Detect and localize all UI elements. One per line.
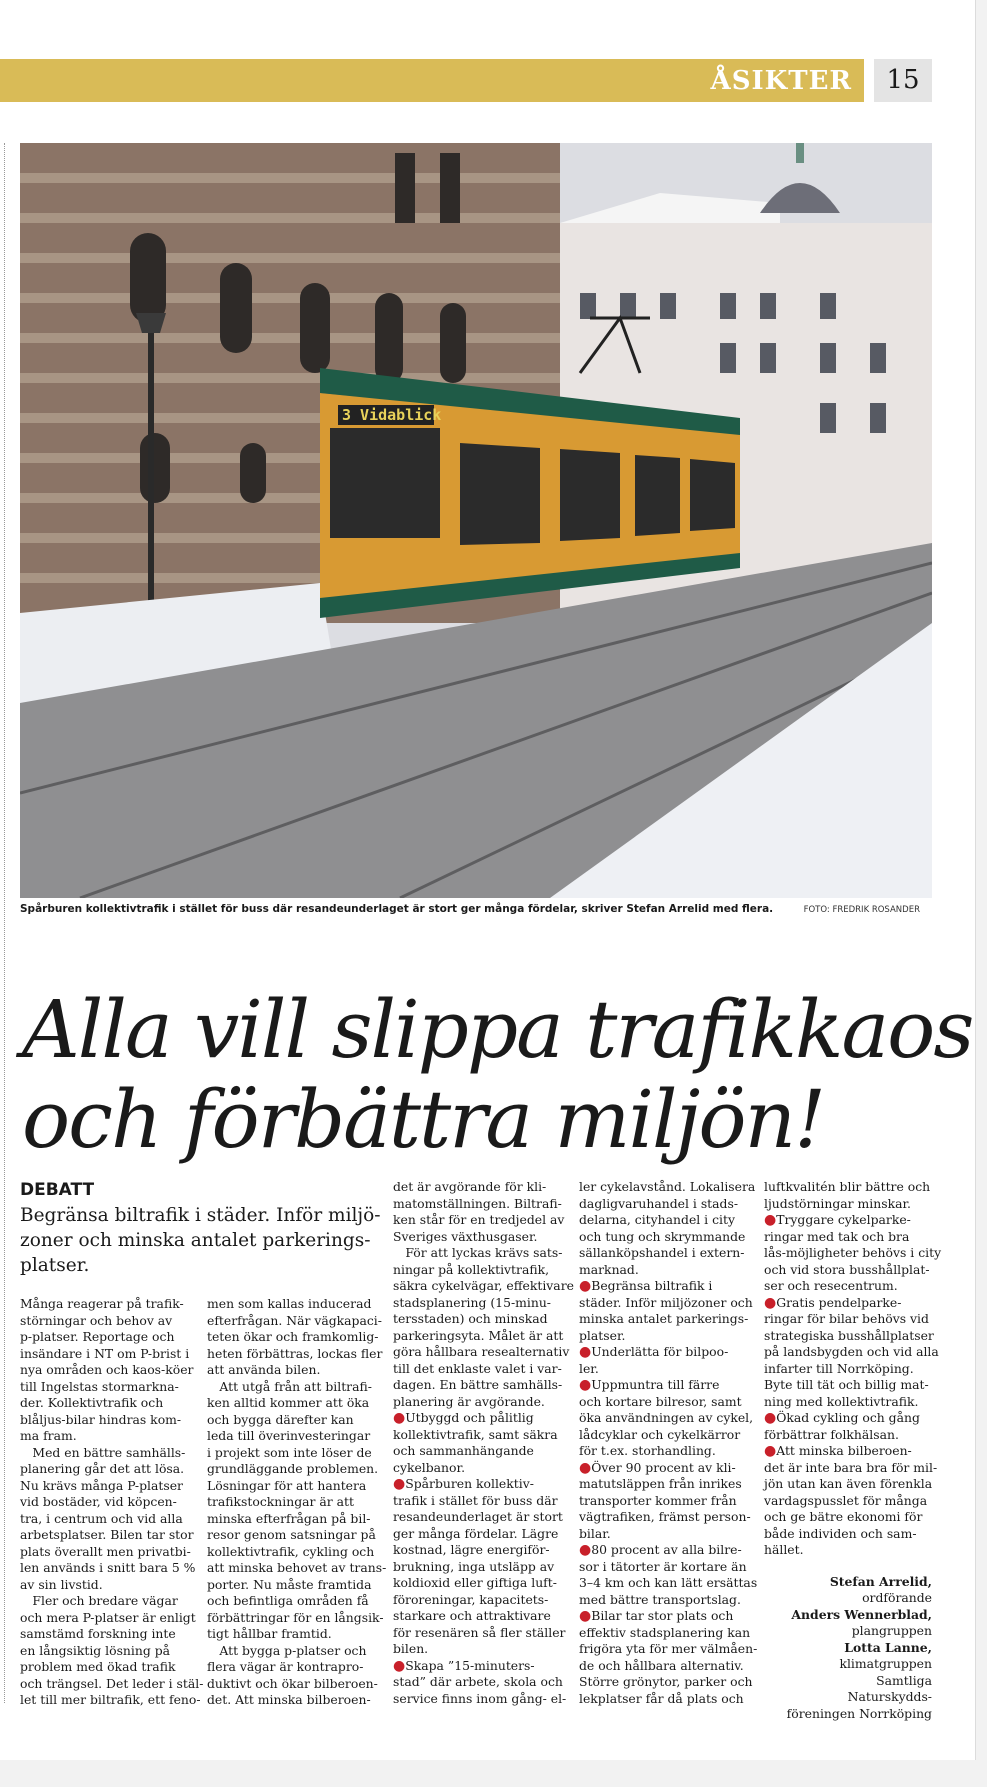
article-line: platser. <box>579 1327 626 1343</box>
deck <box>20 1203 380 1278</box>
article-column-3 <box>393 1179 574 1707</box>
bullet-dot-icon: ● <box>764 1443 777 1459</box>
article-line: effektiv stadsplanering kan <box>579 1624 751 1640</box>
article-line: stad” där arbete, skola och <box>393 1674 563 1689</box>
bullet-dot-icon: ● <box>393 1657 406 1674</box>
article-line: ●Gratis pendelparke- <box>764 1294 902 1311</box>
article-line: ●80 procent av alla bilre- <box>579 1542 742 1558</box>
photo-caption: Spårburen kollektivtrafik i stället för buss där resandeunderlaget är stort ger många fördelar, skriver Stefan Arrelid med flera. <box>20 903 774 915</box>
article-line: kollektivtrafik, cykling och <box>207 1543 375 1559</box>
headline-line: och förbättra miljön! <box>22 1073 825 1166</box>
article-line: och vid stora busshållplat- <box>764 1261 930 1277</box>
tram-destination-sign: 3 Vidablick <box>342 406 442 424</box>
article-line: en långsiktig lösning på <box>20 1642 171 1658</box>
article-line: kollektivtrafik, samt säkra <box>393 1426 558 1442</box>
article-line: med bättre transportslag. <box>579 1591 741 1607</box>
tram-illustration <box>20 143 932 898</box>
signature-line: Stefan Arrelid, <box>829 1573 932 1589</box>
bullet-dot-icon: ● <box>579 1344 592 1360</box>
kicker: DEBATT <box>20 1180 95 1200</box>
article-line: insändare i NT om P-brist i <box>20 1345 190 1361</box>
article-line: matutsläppen från inrikes <box>579 1476 742 1491</box>
article-line: både individen och sam- <box>764 1525 917 1541</box>
article-line: blåljus-bilar hindras kom- <box>20 1411 182 1427</box>
signature-line: Anders Wennerblad, <box>791 1606 932 1622</box>
article-line: let till mer biltrafik, ett feno- <box>20 1692 201 1707</box>
article-line: och bygga därefter kan <box>207 1411 354 1427</box>
signature-line: ordförande <box>862 1590 932 1605</box>
headline-line: Alla vill slippa trafikkaos <box>22 983 973 1076</box>
article-line: För att lyckas krävs sats- <box>393 1245 563 1260</box>
article-line: lekplatser får då plats och <box>579 1690 744 1706</box>
article-line: de och hållbara alternativ. <box>579 1657 744 1673</box>
article-line: ●Spårburen kollektiv- <box>393 1476 534 1492</box>
article-line: ●Ökad cykling och gång <box>764 1410 920 1426</box>
article-line: nya områden och kaos-köer <box>20 1362 194 1377</box>
article-line: ●Över 90 procent av kli- <box>579 1459 736 1476</box>
article-line: vid bostäder, vid köpcen- <box>20 1494 177 1509</box>
tram-photo <box>20 143 932 898</box>
article-line: planering går det att lösa. <box>20 1461 185 1476</box>
article-column-5 <box>764 1179 942 1722</box>
article-line: störningar och behov av <box>20 1312 173 1328</box>
article-line: Nu krävs många P-platser <box>20 1477 183 1493</box>
article-line: trafik i stället för buss där <box>393 1492 558 1508</box>
article-line: ler. <box>579 1360 599 1376</box>
bullet-dot-icon: ● <box>764 1294 777 1311</box>
article-line: i projekt som inte löser de <box>207 1444 372 1460</box>
article-line: ler cykelavstånd. Lokalisera <box>579 1179 756 1194</box>
article-line: marknad. <box>579 1261 639 1277</box>
article-line: tra, i centrum och vid alla <box>20 1510 183 1526</box>
article-line: Med en bättre samhälls- <box>20 1444 186 1460</box>
article-line: ma fram. <box>20 1428 77 1443</box>
article-line: p-platser. Reportage och <box>20 1329 175 1344</box>
article-line: heten förbättras, lockas fler <box>207 1345 383 1361</box>
bullet-dot-icon: ● <box>579 1608 592 1624</box>
article-line: ken står för en tredjedel av <box>393 1212 565 1227</box>
deck-line: Begränsa biltrafik i städer. Inför miljö- <box>20 1205 381 1226</box>
deck-line: platser. <box>20 1255 90 1276</box>
article-line: Att bygga p-platser och <box>207 1642 367 1658</box>
article-line: ●Uppmuntra till färre <box>579 1377 720 1393</box>
bullet-dot-icon: ● <box>579 1542 592 1558</box>
article-line: ●Utbyggd och pålitlig <box>393 1410 534 1426</box>
article-line: porter. Nu måste framtida <box>207 1576 372 1592</box>
article-line: der. Kollektivtrafik och <box>20 1395 164 1410</box>
article-line: koldioxid eller giftiga luft- <box>393 1575 557 1590</box>
article-line: minska efterfrågan på bil- <box>207 1510 371 1526</box>
article-line: och kortare bilresor, samt <box>579 1393 742 1409</box>
article-line: luftkvalitén blir bättre och <box>764 1179 931 1194</box>
article-line: cykelbanor. <box>393 1459 466 1475</box>
article-line: stadsplanering (15-minu- <box>393 1294 551 1310</box>
article-line: lås-möjligheter behövs i city <box>764 1245 942 1260</box>
article-line: arbetsplatser. Bilen tar stor <box>20 1527 194 1542</box>
section-title: ÅSIKTER <box>710 66 852 96</box>
article-line: bilar. <box>579 1525 611 1541</box>
article-line: jön utan kan även förenkla <box>764 1476 933 1491</box>
article-line: göra hållbara resealternativ <box>393 1344 570 1359</box>
article-line: för t.ex. storhandling. <box>579 1443 716 1458</box>
article-line: tigt hållbar framtid. <box>207 1626 332 1641</box>
article-line: ningar på kollektivtrafik, <box>393 1261 550 1277</box>
article-line: sällanköpshandel i extern- <box>579 1245 745 1260</box>
article-line: len används i snitt bara 5 % <box>20 1560 196 1575</box>
article-line: ●Att minska bilberoen- <box>764 1443 912 1459</box>
article-line: starkare och attraktivare <box>393 1608 551 1623</box>
bullet-dot-icon: ● <box>579 1278 592 1294</box>
article-line: samstämd forskning inte <box>20 1626 176 1641</box>
signature-line: föreningen Norrköping <box>786 1705 932 1721</box>
article-line: ser och resecentrum. <box>764 1278 898 1293</box>
article-line: och mera P-platser är enligt <box>20 1609 196 1625</box>
article-line: öka användningen av cykel, <box>579 1410 754 1425</box>
article-line: Många reagerar på trafik- <box>20 1296 184 1311</box>
article-line: Fler och bredare vägar <box>20 1593 178 1608</box>
signature-line: plangruppen <box>851 1623 932 1638</box>
article-line: av sin livstid. <box>20 1576 103 1592</box>
column-rule <box>4 143 5 1703</box>
article-column-1 <box>20 1296 204 1709</box>
article-line: städer. Inför miljözoner och <box>579 1294 753 1310</box>
signature-line: Samtliga <box>876 1672 932 1688</box>
article-line: ringar med tak och bra <box>764 1228 910 1244</box>
article-line: duktivt och ökar bilberoen- <box>207 1675 378 1691</box>
article-line: och ge bätre ekonomi för <box>764 1509 923 1524</box>
article-line: Att utgå från att biltrafi- <box>207 1378 372 1394</box>
article-line: vägtrafiken, främst person- <box>579 1509 751 1524</box>
headline <box>22 983 973 1166</box>
article-line: det. Att minska bilberoen- <box>207 1692 371 1707</box>
article-line: att använda bilen. <box>207 1362 321 1377</box>
article-line: Sveriges växthusgaser. <box>393 1228 538 1244</box>
article-line: förbättringar för en långsik- <box>207 1609 384 1625</box>
article-line: efterfrågan. När vägkapaci- <box>207 1312 382 1328</box>
article-column-2 <box>207 1296 387 1709</box>
article-line: ●Skapa ”15-minuters- <box>393 1657 535 1674</box>
article-line: ●Tryggare cykelparke- <box>764 1212 911 1228</box>
article-line: till Ingelstas stormarkna- <box>20 1378 179 1394</box>
article-line: matomställningen. Biltrafi- <box>393 1195 562 1211</box>
signature-block <box>764 1574 932 1723</box>
article-line: ●Begränsa biltrafik i <box>579 1278 713 1294</box>
article-line: planering är avgörande. <box>393 1393 545 1409</box>
article-line: till det enklaste valet i var- <box>393 1360 562 1376</box>
article-line: och befintliga områden få <box>207 1593 369 1608</box>
article-line: förbättrar folkhälsan. <box>764 1426 899 1442</box>
article-line: ken alltid kommer att öka <box>207 1395 370 1410</box>
article-line: trafikstockningar är att <box>207 1494 355 1509</box>
article-line: plats överallt men privatbi- <box>20 1543 191 1559</box>
article-line: frigöra yta för mer välmåen- <box>579 1641 758 1656</box>
article-line: föroreningar, kapacitets- <box>393 1591 549 1607</box>
article-line: sor i tätorter är kortare än <box>579 1558 747 1574</box>
article-line: transporter kommer från <box>579 1492 737 1508</box>
page-number: 15 <box>874 59 932 102</box>
article-line: och sammanhängande <box>393 1443 534 1458</box>
article-line: infarter till Norrköping. <box>764 1360 914 1376</box>
article-line: resor genom satsningar på <box>207 1527 376 1542</box>
article-line: resandeunderlaget är stort <box>393 1509 563 1524</box>
article-line: leda till överinvesteringar <box>207 1428 371 1443</box>
article-line: teten ökar och framkomlig- <box>207 1329 379 1344</box>
article-line: och tung och skrymmande <box>579 1228 746 1244</box>
signature-line: Lotta Lanne, <box>844 1639 932 1655</box>
article-line: 3–4 km och kan lätt ersättas <box>579 1575 758 1590</box>
section-bar <box>0 59 864 102</box>
bullet-dot-icon: ● <box>764 1410 777 1426</box>
article-line: strategiska busshållplatser <box>764 1327 934 1343</box>
article-line: att minska behovet av trans- <box>207 1560 387 1575</box>
article-line: dagen. En bättre samhälls- <box>393 1377 563 1392</box>
article-line: det är avgörande för kli- <box>393 1179 547 1194</box>
article-line: ljudstörningar minskar. <box>764 1195 911 1211</box>
article-line: på landsbygden och vid alla <box>764 1344 939 1359</box>
article-line: vardagspusslet för många <box>764 1492 928 1508</box>
bullet-dot-icon: ● <box>393 1476 406 1492</box>
signature-line: klimatgruppen <box>839 1656 932 1671</box>
bullet-dot-icon: ● <box>393 1410 406 1426</box>
article-line: ning med kollektivtrafik. <box>764 1393 919 1409</box>
article-line: säkra cykelvägar, effektivare <box>393 1278 574 1293</box>
article-line: minska antalet parkerings- <box>579 1311 749 1326</box>
article-column-4 <box>579 1179 758 1707</box>
article-line: delarna, cityhandel i city <box>579 1212 735 1227</box>
article-line: Byte till tät och billig mat- <box>764 1377 929 1392</box>
signature-line: Naturskydds- <box>847 1689 932 1704</box>
article-line: parkeringsyta. Målet är att <box>393 1327 564 1343</box>
article-line: dagligvaruhandel i stads- <box>579 1195 739 1211</box>
article-line: det är inte bara bra för mil- <box>764 1459 938 1475</box>
article-line: tersstaden) och minskad <box>393 1311 548 1326</box>
article-line: problem med ökad trafik <box>20 1659 176 1674</box>
article-line: men som kallas inducerad <box>207 1296 372 1311</box>
article-line: grundläggande problemen. <box>207 1461 379 1476</box>
article-line: flera vägar är kontrapro- <box>207 1659 364 1674</box>
bullet-dot-icon: ● <box>579 1459 592 1476</box>
article-line: ●Bilar tar stor plats och <box>579 1608 734 1624</box>
article-line: ●Underlätta för bilpoo- <box>579 1344 729 1360</box>
article-line: service finns inom gång- el- <box>393 1690 567 1706</box>
article-line: lådcyklar och cykelkärror <box>579 1426 741 1442</box>
article-line: Större grönytor, parker och <box>579 1674 753 1689</box>
article-line: Lösningar för att hantera <box>207 1477 367 1493</box>
article-line: och trängsel. Det leder i stäl- <box>20 1675 204 1691</box>
article-line: ringar för bilar behövs vid <box>764 1311 929 1326</box>
article-line: bilen. <box>393 1641 429 1656</box>
article-line: hället. <box>764 1542 804 1557</box>
article-line: brukning, inga utsläpp av <box>393 1558 555 1574</box>
article-line: kostnad, lägre energiför- <box>393 1542 550 1557</box>
deck-line: zoner och minska antalet parkerings- <box>20 1230 371 1251</box>
photo-credit: FOTO: FREDRIK ROSANDER <box>803 905 920 915</box>
article-line: ger många fördelar. Lägre <box>393 1525 559 1541</box>
bullet-dot-icon: ● <box>764 1212 777 1228</box>
bullet-dot-icon: ● <box>579 1377 592 1393</box>
article-line: för resenären så fler ställer <box>393 1624 566 1640</box>
